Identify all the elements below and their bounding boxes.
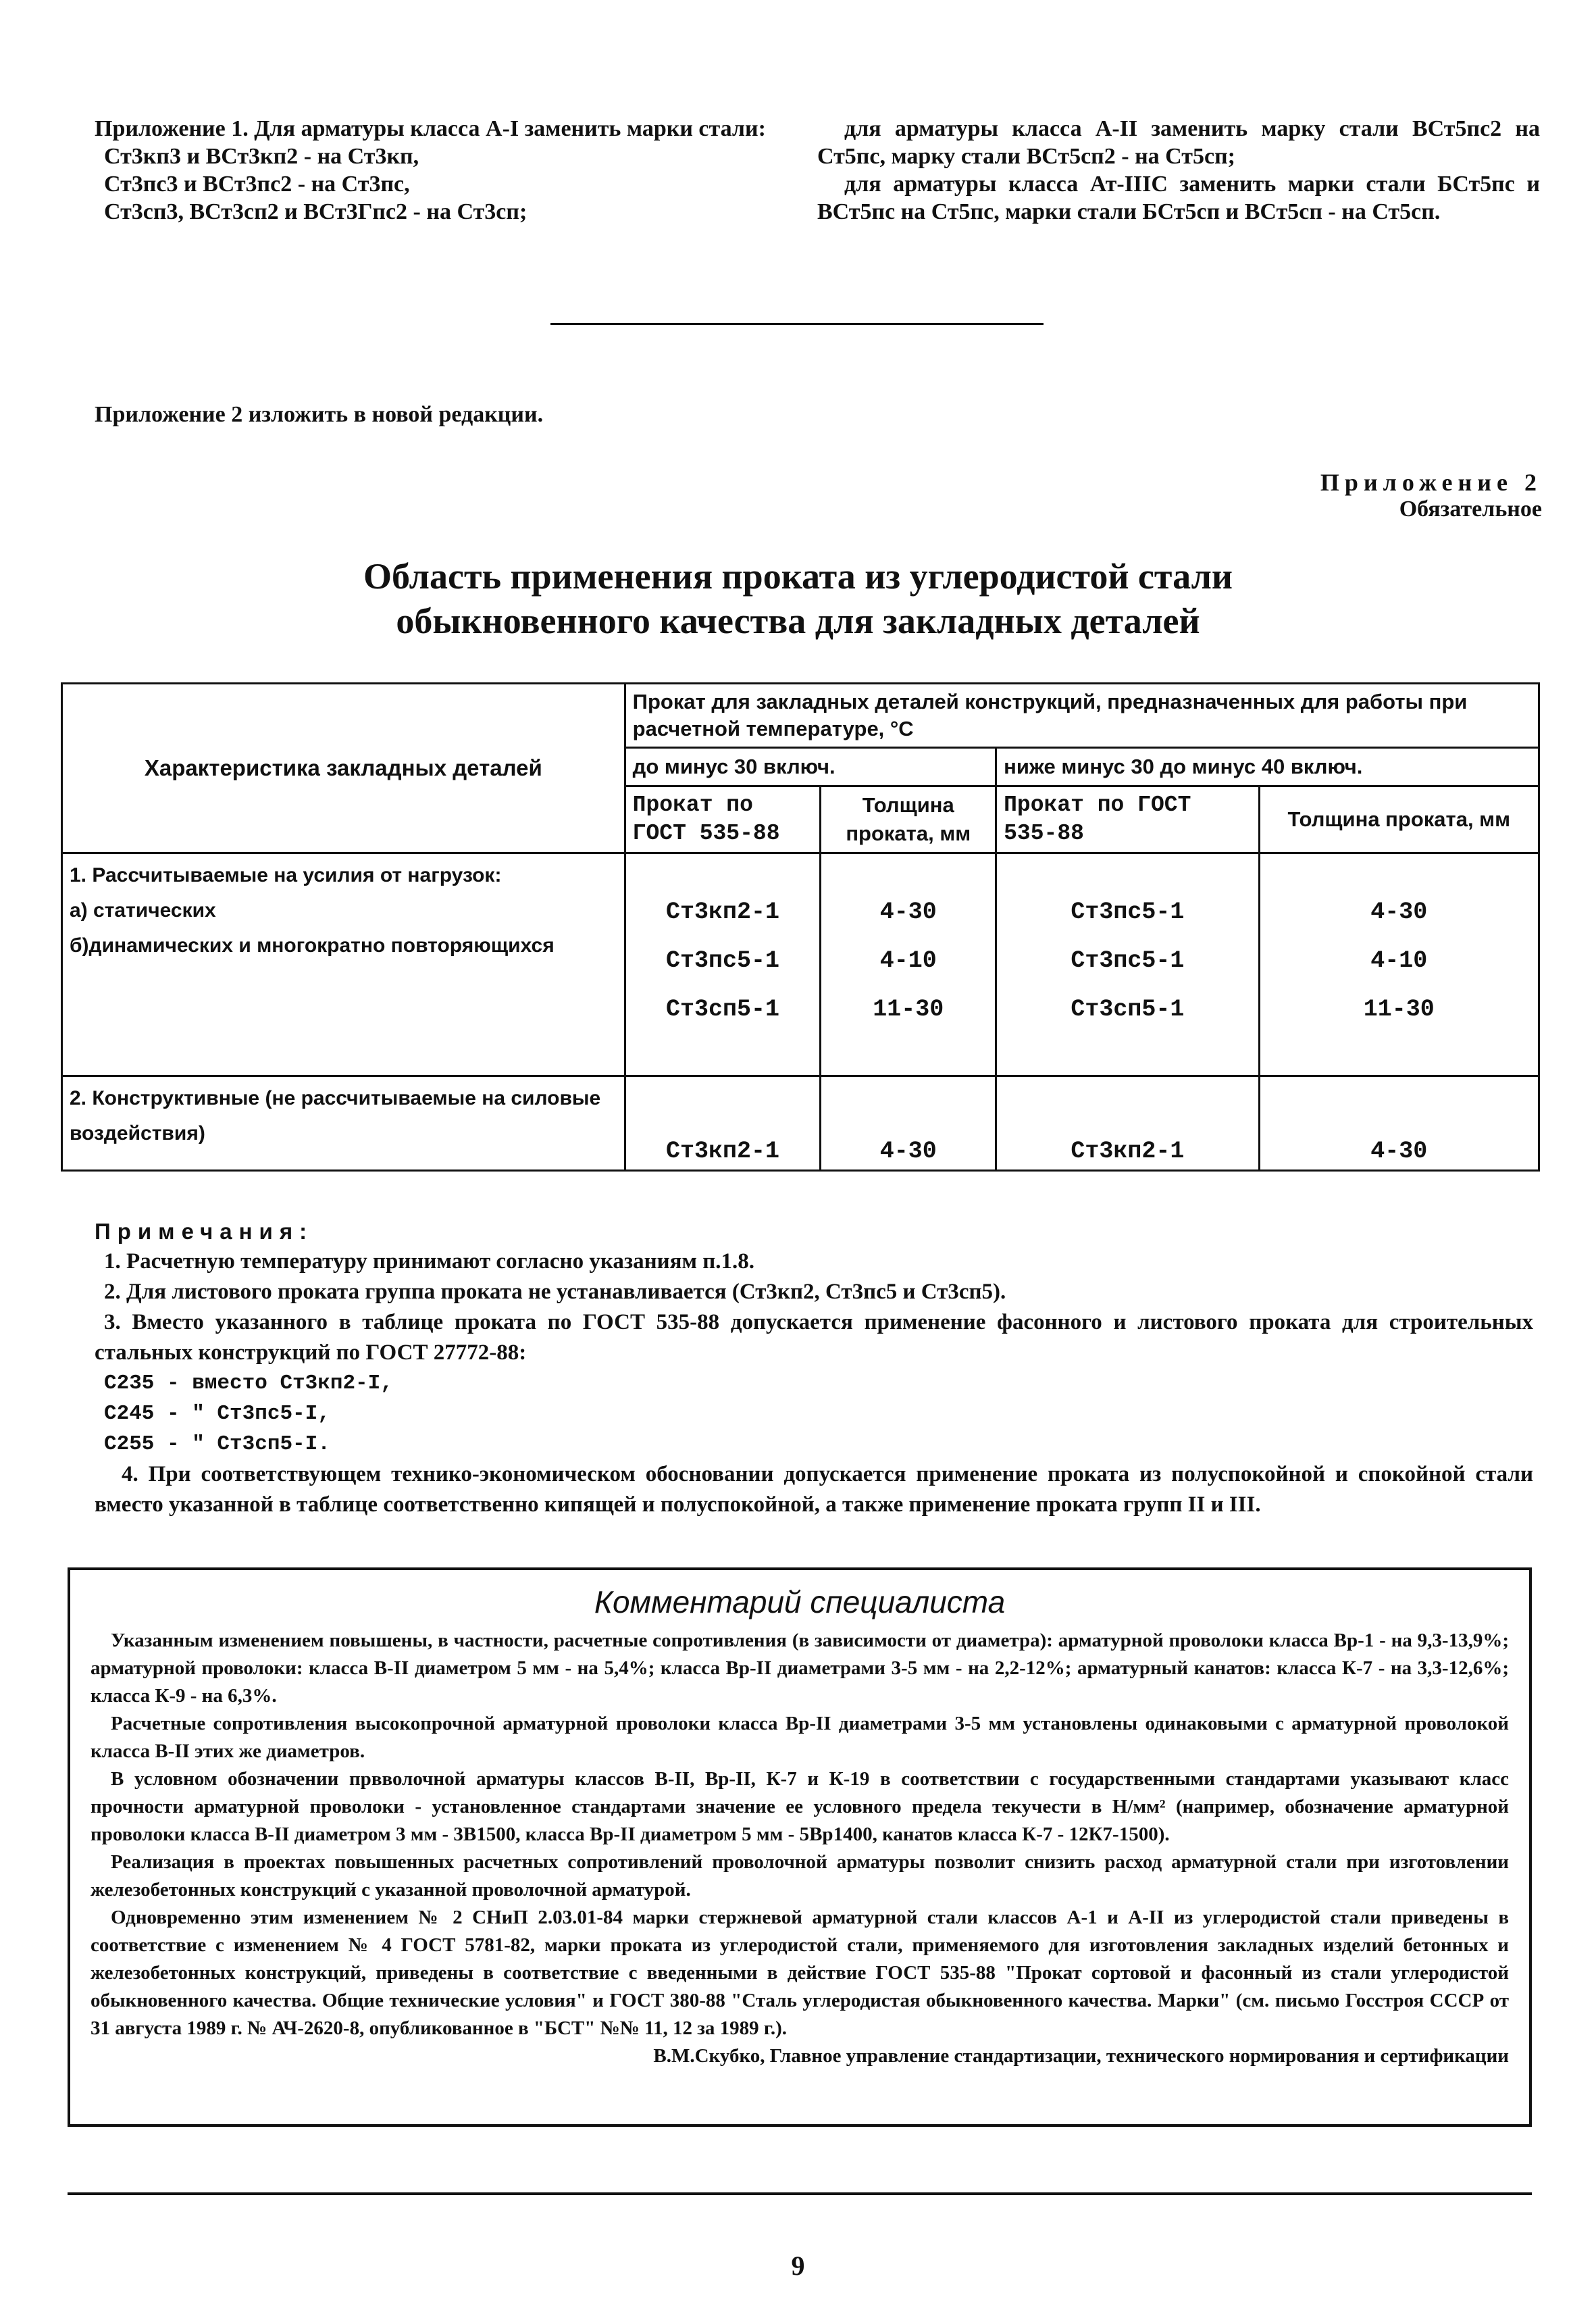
table-cell: 4-30 [821,1076,996,1171]
intro-left-line: Ст3сп3, ВСт3сп2 и ВСт3Гпс2 - на Ст3сп; [104,199,527,224]
table-cell: 11-30 [1363,996,1435,1023]
row1-label: 1. Рассчитываемые на усилия от нагрузок: [70,864,502,886]
intro-left-line: Ст3пс3 и ВСт3пс2 - на Ст3пс, [104,172,410,197]
header-prokat-1: Прокат по ГОСТ 535-88 [625,786,821,853]
note-3-c255: С255 - " Ст3сп5-I. [104,1432,330,1456]
header-thickness-1: Толщина проката, мм [821,786,996,853]
table-cell: Ст3кп2-1 [996,1076,1259,1171]
appendix2-note: Приложение 2 изложить в новой редакции. [95,402,544,427]
row1a-label: а) статических [70,899,216,922]
page-number: 9 [791,2250,805,2281]
note-1: 1. Расчетную температуру принимают согласно указаниям п.1.8. [104,1249,754,1274]
notes-section [95,1216,1533,1520]
table-cell: Ст3сп5-1 [1071,996,1185,1023]
row2-label: 2. Конструктивные (не рассчитываемые на силовые воздействия) [62,1076,625,1171]
intro-right-paragraph: для арматуры класса Ат-IIIС заменить марки стали БСт5пс и ВСт5пс на Ст5пс, марки стали БСт5сп и ВСт5сп - на Ст5сп. [817,172,1540,224]
header-range-2: ниже минус 30 до минус 40 включ. [996,748,1539,786]
table-cell: Ст3кп2-1 [666,899,780,926]
header-thickness-2: Толщина проката, мм [1259,786,1539,853]
appendix-name: Приложение 2 [1320,469,1542,496]
table-cell: Ст3пс5-1 [1071,947,1185,974]
table-cell: Ст3сп5-1 [666,996,780,1023]
note-3: 3. Вместо указанного в таблице проката по ГОСТ 535-88 допускается применение фасонного и листового проката для строительных стальных конструкций по ГОСТ 27772-88: [95,1310,1533,1365]
header-range-1: до минус 30 включ. [625,748,996,786]
appendix-status: Обязательное [1399,497,1542,522]
comment-paragraph: Указанным изменением повышены, в частности, расчетные сопротивления (в зависимости от диаметра): арматурной проволоки класса Вр-1 - на 9,3-13,9%; арматурной проволоки: класса В-II диаметром 5 мм - на 5,4%; класса Вр-II диаметрами 3-5 мм - на 2,2-12%; арматурный канатов: класса К-7 - на 3,3-12,6%; класса К-9 - на 6,3%. [91,1630,1509,1707]
note-3-c245: С245 - " Ст3пс5-I, [104,1402,330,1426]
table-cell: 4-10 [1370,947,1428,974]
table-cell: Ст3кп2-1 [625,1076,821,1171]
comment-paragraph: Расчетные сопротивления высокопрочной арматурной проволоки класса Вр-II диаметрами 3-5 мм установлены одинаковыми с арматурной проволокой класса В-II этих же диаметров. [91,1713,1509,1762]
table-cell: 11-30 [873,996,944,1023]
intro-left-column [95,115,790,226]
table-cell: 4-30 [1370,899,1428,926]
intro-right-paragraph: для арматуры класса А-II заменить марку стали ВСт5пс2 на Ст5пс, марку стали ВСт5сп2 - на Ст5сп; [817,116,1540,169]
row-calculated [62,853,625,1076]
comment-body [70,1620,1529,2070]
intro-left-line: Приложение 1. Для арматуры класса А-I заменить марки стали: [95,116,766,141]
specialist-comment [68,1567,1532,2127]
cell-prokat-2 [996,853,1259,1076]
table-cell: Ст3пс5-1 [666,947,780,974]
comment-title: Комментарий специалиста [594,1584,1006,1619]
title-line-2: обыкновенного качества для закладных деталей [396,601,1200,641]
cell-thickness-2 [1259,853,1539,1076]
comment-paragraph: Реализация в проектах повышенных расчетных сопротивлений проволочной арматуры позволит снизить расход арматурной стали при изготовлении железобетонных конструкций с указанной проволочной арматурой. [91,1851,1509,1901]
table-cell: 4-10 [879,947,937,974]
comment-paragraph: В условном обозначении првволочной арматуры классов В-II, Вр-II, К-7 и К-19 в соответствии с государственными стандартами указывают класс прочности арматурной проволоки - установленное стандартами значение ее условного предела текучести в Н/мм² (например, обозначение арматурной проволоки класса В-II диаметром 3 мм - 3В1500, класса Вр-II диаметром 5 мм - 5Вр1400, канатов класса К-7 - 12К7-1500). [91,1768,1509,1845]
header-prokat-2: Прокат по ГОСТ 535-88 [996,786,1259,853]
comment-signature: В.М.Скубко, Главное управление стандартизации, технического нормирования и сертификации [653,2045,1509,2067]
cell-prokat-1 [625,853,821,1076]
intro-right-column [817,115,1540,226]
note-2: 2. Для листового проката группа проката не устанавливается (Ст3кп2, Ст3пс5 и Ст3сп5). [104,1280,1006,1304]
header-characteristic: Характеристика закладных деталей [62,684,625,853]
intro-left-line: Ст3кп3 и ВСт3кп2 - на Ст3кп, [104,144,419,169]
table-cell: Ст3пс5-1 [1071,899,1185,926]
application-table [61,682,1540,1172]
notes-heading: Примечания: [95,1219,314,1244]
note-4: 4. При соответствующем технико-экономическом обосновании допускается применение проката из полуспокойной и спокойной стали вместо указанной в таблице соответственно кипящей и полуспокойной, а также применение проката групп II и III. [95,1462,1533,1517]
comment-paragraph: Одновременно этим изменением № 2 СНиП 2.03.01-84 марки стержневой арматурной стали классов А-1 и А-II из углеродистой стали приведены в соответствие с изменением № 4 ГОСТ 5781-82, марки проката из углеродистой стали, применяемого для изготовления закладных изделий бетонных и железобетонных конструкций, приведены в соответствие с введенными в действие ГОСТ 535-88 "Прокат сортовой и фасонный из стали углеродистой обыкновенного качества. Общие технические условия" и ГОСТ 380-88 "Сталь углеродистая обыкновенного качества. Марки" (см. письмо Госстроя СССР от 31 августа 1989 г. № АЧ-2620-8, опубликованное в "БСТ" №№ 11, 12 за 1989 г.). [91,1907,1509,2039]
row1b-label: б)динамических и многократно повторяющихся [70,934,555,957]
header-group: Прокат для закладных деталей конструкций, предназначенных для работы при расчетной температуре, °С [625,684,1539,748]
title-line-1: Область применения проката из углеродистой стали [363,556,1233,597]
footer-rule [68,2192,1532,2195]
table-cell: 4-30 [879,899,937,926]
page-title [0,554,1596,643]
note-3-c235: С235 - вместо Ст3кп2-I, [104,1372,393,1395]
separator-line [550,323,1044,325]
table-cell: 4-30 [1259,1076,1539,1171]
cell-thickness-1 [821,853,996,1076]
appendix-label [1320,468,1542,522]
